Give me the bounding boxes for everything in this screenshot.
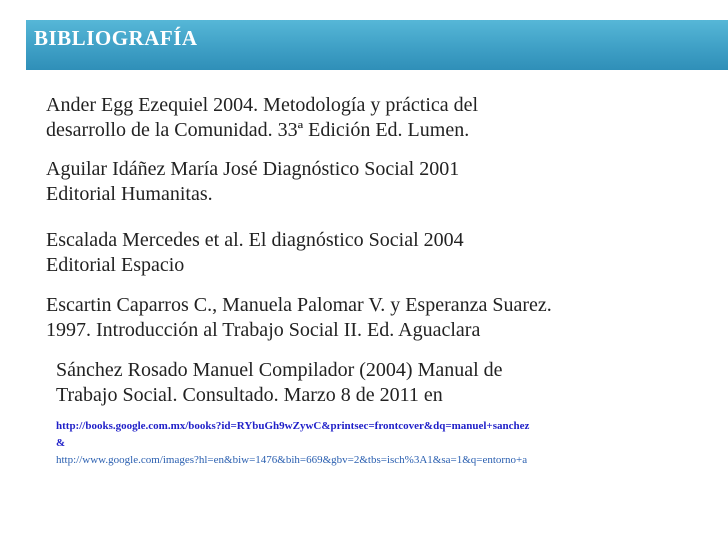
reference-link[interactable]: http://www.google.com/images?hl=en&biw=1476&bih=669&gbv=2&tbs=isch%3A1&sa=1&q=entorno+a — [56, 454, 528, 466]
reference-line: Escartin Caparros C., Manuela Palomar V. y Esperanza Suarez. — [46, 294, 552, 316]
reference-item — [46, 228, 464, 278]
reference-line: Escalada Mercedes et al. El diagnóstico Social 2004 — [46, 229, 464, 251]
reference-line: Trabajo Social. Consultado. Marzo 8 de 2011 en — [56, 384, 443, 406]
reference-line: Editorial Humanitas. — [46, 183, 213, 205]
reference-item — [56, 358, 503, 408]
reference-line: Aguilar Idáñez María José Diagnóstico Social 2001 — [46, 158, 460, 180]
reference-line: Ander Egg Ezequiel 2004. Metodología y práctica del — [46, 94, 479, 116]
reference-line: desarrollo de la Comunidad. 33ª Edición Ed. Lumen. — [46, 119, 470, 141]
reference-line: Editorial Espacio — [46, 254, 185, 276]
reference-item — [46, 293, 552, 343]
reference-item — [46, 93, 478, 143]
reference-line: 1997. Introducción al Trabajo Social II. Ed. Aguaclara — [46, 319, 481, 341]
link-ampersand: & — [56, 437, 66, 449]
reference-line: Sánchez Rosado Manuel Compilador (2004) Manual de — [56, 359, 503, 381]
reference-link[interactable]: http://books.google.com.mx/books?id=RYbuGh9wZywC&printsec=frontcover&dq=manuel+sanchez — [56, 420, 530, 432]
slide-title: BIBLIOGRAFÍA — [34, 26, 198, 50]
title-bar — [26, 20, 728, 70]
reference-item — [46, 157, 459, 207]
